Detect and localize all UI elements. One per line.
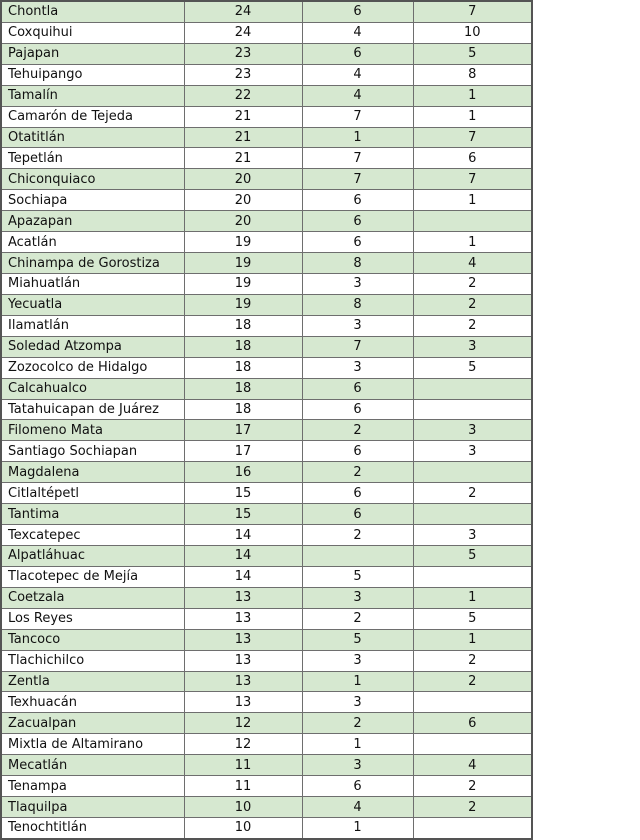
value-cell-3: 2 — [413, 797, 532, 818]
municipality-name-cell: Mixtla de Altamirano — [1, 734, 184, 755]
municipality-name-cell: Tenampa — [1, 776, 184, 797]
value-cell-1: 10 — [184, 817, 302, 839]
value-cell-1: 13 — [184, 692, 302, 713]
table-row — [1, 671, 532, 692]
table-row — [1, 587, 532, 608]
value-cell-1: 17 — [184, 441, 302, 462]
municipality-name-cell: Tatahuicapan de Juárez — [1, 399, 184, 420]
value-cell-1: 16 — [184, 462, 302, 483]
value-cell-2 — [302, 545, 413, 566]
value-cell-1: 12 — [184, 713, 302, 734]
municipality-name-cell: Magdalena — [1, 462, 184, 483]
value-cell-1: 21 — [184, 127, 302, 148]
value-cell-1: 11 — [184, 755, 302, 776]
value-cell-3: 1 — [413, 85, 532, 106]
value-cell-3 — [413, 399, 532, 420]
municipality-name-cell: Texcatepec — [1, 525, 184, 546]
municipality-name-cell: Zacualpan — [1, 713, 184, 734]
value-cell-2: 8 — [302, 253, 413, 274]
value-cell-3: 8 — [413, 64, 532, 85]
value-cell-3: 5 — [413, 608, 532, 629]
value-cell-1: 23 — [184, 64, 302, 85]
municipality-name-cell: Coxquihui — [1, 22, 184, 43]
value-cell-3: 7 — [413, 127, 532, 148]
value-cell-3: 5 — [413, 357, 532, 378]
value-cell-2: 3 — [302, 274, 413, 295]
municipality-name-cell: Miahuatlán — [1, 274, 184, 295]
value-cell-3: 7 — [413, 1, 532, 22]
value-cell-1: 18 — [184, 378, 302, 399]
value-cell-2: 6 — [302, 399, 413, 420]
value-cell-3: 2 — [413, 294, 532, 315]
table-row — [1, 420, 532, 441]
value-cell-3: 2 — [413, 671, 532, 692]
value-cell-1: 19 — [184, 232, 302, 253]
table-row — [1, 106, 532, 127]
table-body — [1, 1, 532, 839]
value-cell-1: 15 — [184, 483, 302, 504]
value-cell-3: 4 — [413, 253, 532, 274]
value-cell-1: 14 — [184, 525, 302, 546]
municipality-name-cell: Los Reyes — [1, 608, 184, 629]
table-row — [1, 22, 532, 43]
municipality-name-cell: Apazapan — [1, 211, 184, 232]
municipality-name-cell: Zentla — [1, 671, 184, 692]
value-cell-1: 18 — [184, 336, 302, 357]
table-row — [1, 211, 532, 232]
value-cell-1: 13 — [184, 650, 302, 671]
municipality-name-cell: Texhuacán — [1, 692, 184, 713]
value-cell-2: 5 — [302, 629, 413, 650]
value-cell-2: 3 — [302, 650, 413, 671]
value-cell-2: 7 — [302, 336, 413, 357]
value-cell-2: 6 — [302, 43, 413, 64]
value-cell-3: 10 — [413, 22, 532, 43]
value-cell-1: 13 — [184, 608, 302, 629]
value-cell-2: 6 — [302, 776, 413, 797]
value-cell-3 — [413, 504, 532, 525]
value-cell-2: 1 — [302, 127, 413, 148]
value-cell-1: 24 — [184, 1, 302, 22]
municipality-name-cell: Chontla — [1, 1, 184, 22]
table-row — [1, 713, 532, 734]
municipality-name-cell: Tancoco — [1, 629, 184, 650]
municipality-name-cell: Filomeno Mata — [1, 420, 184, 441]
value-cell-3: 6 — [413, 713, 532, 734]
municipality-name-cell: Sochiapa — [1, 190, 184, 211]
table-row — [1, 629, 532, 650]
table-row — [1, 315, 532, 336]
municipality-name-cell: Otatitlán — [1, 127, 184, 148]
table-row — [1, 190, 532, 211]
municipality-name-cell: Alpatláhuac — [1, 545, 184, 566]
value-cell-3: 7 — [413, 169, 532, 190]
value-cell-2: 3 — [302, 755, 413, 776]
value-cell-3: 3 — [413, 336, 532, 357]
value-cell-1: 21 — [184, 148, 302, 169]
value-cell-1: 14 — [184, 566, 302, 587]
table-row — [1, 43, 532, 64]
municipality-name-cell: Chinampa de Gorostiza — [1, 253, 184, 274]
value-cell-1: 12 — [184, 734, 302, 755]
value-cell-3: 3 — [413, 420, 532, 441]
table-row — [1, 734, 532, 755]
value-cell-2: 2 — [302, 462, 413, 483]
value-cell-2: 3 — [302, 315, 413, 336]
value-cell-1: 22 — [184, 85, 302, 106]
value-cell-3: 1 — [413, 190, 532, 211]
value-cell-2: 2 — [302, 525, 413, 546]
value-cell-2: 7 — [302, 169, 413, 190]
value-cell-1: 20 — [184, 190, 302, 211]
value-cell-1: 23 — [184, 43, 302, 64]
value-cell-3 — [413, 566, 532, 587]
table-row — [1, 692, 532, 713]
table-row — [1, 127, 532, 148]
value-cell-2: 6 — [302, 211, 413, 232]
value-cell-3 — [413, 211, 532, 232]
table-row — [1, 64, 532, 85]
value-cell-1: 18 — [184, 315, 302, 336]
value-cell-2: 3 — [302, 587, 413, 608]
municipality-name-cell: Tehuipango — [1, 64, 184, 85]
municipality-name-cell: Mecatlán — [1, 755, 184, 776]
value-cell-3: 1 — [413, 232, 532, 253]
value-cell-3: 4 — [413, 755, 532, 776]
table-row — [1, 525, 532, 546]
value-cell-1: 18 — [184, 357, 302, 378]
municipality-name-cell: Pajapan — [1, 43, 184, 64]
value-cell-3: 2 — [413, 776, 532, 797]
table-row — [1, 294, 532, 315]
value-cell-1: 19 — [184, 294, 302, 315]
table-row — [1, 274, 532, 295]
value-cell-2: 7 — [302, 148, 413, 169]
value-cell-3 — [413, 734, 532, 755]
value-cell-2: 4 — [302, 797, 413, 818]
municipality-name-cell: Santiago Sochiapan — [1, 441, 184, 462]
value-cell-3: 1 — [413, 106, 532, 127]
table-row — [1, 797, 532, 818]
value-cell-2: 1 — [302, 671, 413, 692]
table-row — [1, 776, 532, 797]
table-row — [1, 608, 532, 629]
value-cell-2: 1 — [302, 817, 413, 839]
municipality-name-cell: Tenochtitlán — [1, 817, 184, 839]
municipality-name-cell: Zozocolco de Hidalgo — [1, 357, 184, 378]
municipality-name-cell: Tantima — [1, 504, 184, 525]
value-cell-2: 6 — [302, 1, 413, 22]
municipality-name-cell: Soledad Atzompa — [1, 336, 184, 357]
value-cell-1: 20 — [184, 169, 302, 190]
table-row — [1, 253, 532, 274]
table-row — [1, 462, 532, 483]
value-cell-2: 4 — [302, 64, 413, 85]
value-cell-1: 15 — [184, 504, 302, 525]
value-cell-1: 17 — [184, 420, 302, 441]
table-row — [1, 483, 532, 504]
value-cell-2: 6 — [302, 441, 413, 462]
table-row — [1, 817, 532, 839]
value-cell-2: 2 — [302, 713, 413, 734]
value-cell-1: 20 — [184, 211, 302, 232]
municipality-name-cell: Tlachichilco — [1, 650, 184, 671]
value-cell-1: 19 — [184, 274, 302, 295]
table-row — [1, 357, 532, 378]
value-cell-3: 2 — [413, 274, 532, 295]
table-row — [1, 232, 532, 253]
value-cell-2: 6 — [302, 483, 413, 504]
table-row — [1, 85, 532, 106]
value-cell-2: 1 — [302, 734, 413, 755]
municipality-name-cell: Tepetlán — [1, 148, 184, 169]
value-cell-1: 10 — [184, 797, 302, 818]
table-row — [1, 1, 532, 22]
value-cell-1: 14 — [184, 545, 302, 566]
value-cell-3: 1 — [413, 587, 532, 608]
value-cell-3: 2 — [413, 483, 532, 504]
value-cell-3: 2 — [413, 315, 532, 336]
table-row — [1, 650, 532, 671]
municipality-name-cell: Yecuatla — [1, 294, 184, 315]
value-cell-3: 5 — [413, 43, 532, 64]
value-cell-1: 11 — [184, 776, 302, 797]
table-row — [1, 148, 532, 169]
table-row — [1, 441, 532, 462]
value-cell-1: 13 — [184, 671, 302, 692]
table-row — [1, 399, 532, 420]
value-cell-2: 6 — [302, 190, 413, 211]
value-cell-3 — [413, 692, 532, 713]
value-cell-2: 2 — [302, 608, 413, 629]
value-cell-2: 2 — [302, 420, 413, 441]
value-cell-3: 3 — [413, 525, 532, 546]
municipality-name-cell: Camarón de Tejeda — [1, 106, 184, 127]
value-cell-1: 19 — [184, 253, 302, 274]
value-cell-3: 3 — [413, 441, 532, 462]
value-cell-2: 8 — [302, 294, 413, 315]
municipality-name-cell: Tlacotepec de Mejía — [1, 566, 184, 587]
municipality-name-cell: Acatlán — [1, 232, 184, 253]
value-cell-2: 7 — [302, 106, 413, 127]
municipality-name-cell: Coetzala — [1, 587, 184, 608]
value-cell-2: 6 — [302, 504, 413, 525]
value-cell-1: 24 — [184, 22, 302, 43]
value-cell-3: 1 — [413, 629, 532, 650]
table-row — [1, 169, 532, 190]
municipality-name-cell: Ilamatlán — [1, 315, 184, 336]
table-row — [1, 504, 532, 525]
table-row — [1, 545, 532, 566]
value-cell-1: 13 — [184, 629, 302, 650]
table-row — [1, 336, 532, 357]
municipality-name-cell: Tamalín — [1, 85, 184, 106]
table-row — [1, 755, 532, 776]
value-cell-2: 3 — [302, 357, 413, 378]
value-cell-1: 13 — [184, 587, 302, 608]
value-cell-3: 2 — [413, 650, 532, 671]
value-cell-3 — [413, 462, 532, 483]
table-row — [1, 378, 532, 399]
value-cell-2: 5 — [302, 566, 413, 587]
value-cell-2: 4 — [302, 22, 413, 43]
table-row — [1, 566, 532, 587]
municipality-name-cell: Tlaquilpa — [1, 797, 184, 818]
municipality-name-cell: Citlaltépetl — [1, 483, 184, 504]
value-cell-2: 4 — [302, 85, 413, 106]
municipality-name-cell: Calcahualco — [1, 378, 184, 399]
value-cell-1: 18 — [184, 399, 302, 420]
municipality-name-cell: Chiconquiaco — [1, 169, 184, 190]
value-cell-2: 3 — [302, 692, 413, 713]
value-cell-2: 6 — [302, 232, 413, 253]
value-cell-3 — [413, 378, 532, 399]
value-cell-3 — [413, 817, 532, 839]
value-cell-3: 5 — [413, 545, 532, 566]
value-cell-1: 21 — [184, 106, 302, 127]
value-cell-3: 6 — [413, 148, 532, 169]
value-cell-2: 6 — [302, 378, 413, 399]
